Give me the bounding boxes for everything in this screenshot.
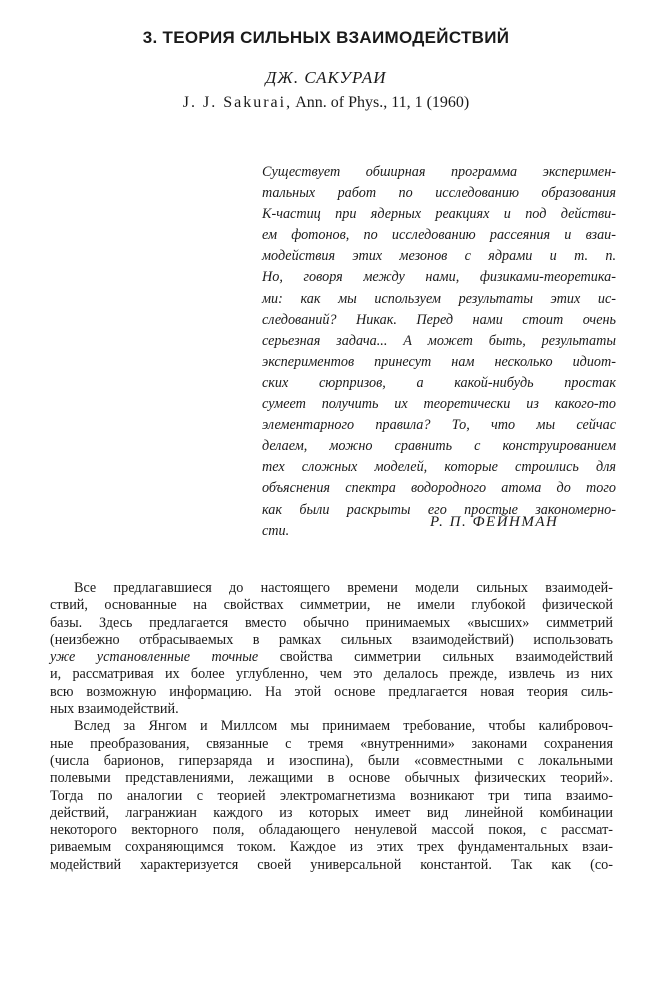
epigraph-line: объяснения спектра водородного атома до того — [262, 480, 616, 497]
body-text — [50, 580, 613, 874]
paragraph-line: некоторого векторного поля, обладающего ненулевой массой покоя, с рассмат- — [50, 822, 613, 839]
epigraph-line: Существует обширная программа эксперимен- — [262, 164, 616, 180]
epigraph-line: ми: как мы используем результаты этих ис- — [262, 290, 616, 307]
epigraph-line: экспериментов принесут нам несколько идиот- — [262, 353, 616, 370]
chapter-title: 3. ТЕОРИЯ СИЛЬНЫХ ВЗАИМОДЕЙСТВИЙ — [142, 28, 510, 47]
epigraph-author: Р. П. ФЕЙНМАН — [430, 514, 559, 530]
paragraph-line: ствий, основанные на свойствах симметрии, не имели глубокой физической — [50, 597, 613, 614]
paragraph-line — [50, 649, 613, 666]
citation-journal: Ann. of Phys., 11, 1 (1960) — [295, 94, 470, 111]
epigraph-line: серьезная задача... А может быть, результаты — [262, 332, 616, 349]
epigraph-line: делаем, можно сравнить с конструированием — [262, 438, 616, 455]
citation-author: J. J. Sakurai, — [182, 94, 293, 111]
paragraph-line: действий, лагранжиан каждого из которых имеет вид линейной комбинации — [50, 804, 613, 821]
paragraph-line: Вслед за Янгом и Миллсом мы принимаем требование, чтобы калибровоч- — [74, 718, 613, 735]
epigraph-quote — [262, 162, 616, 542]
epigraph-line: элементарного правила? То, что мы сейчас — [262, 417, 616, 434]
paragraph-line: риваемым сохраняющимся током. Каждое из этих трех фундаментальных взаи- — [50, 839, 613, 856]
emphasized-phrase: уже установленные точные — [50, 649, 259, 666]
citation-reference — [0, 94, 652, 112]
paragraph-line: и, рассматривая их более углубленно, чем это делалось прежде, извлечь из них — [50, 666, 613, 683]
paragraph-line: (неизбежно отбрасываемых в рамках сильных взаимодействий) использовать — [50, 631, 613, 648]
epigraph-line: сумеет получить их теоретически из какого-то — [262, 396, 616, 413]
epigraph-line: тех сложных моделей, которые строились для — [262, 459, 616, 476]
epigraph-line: K-частиц при ядерных реакциях и под действи- — [262, 206, 616, 223]
paragraph-line-rest: свойства симметрии сильных взаимодействий — [279, 649, 613, 666]
epigraph-line: Но, говоря между нами, физиками-теоретика- — [262, 269, 616, 286]
paragraph-line: ные преобразования, связанные с тремя «внутренними» законами сохранения — [50, 735, 613, 752]
paragraph-line: (числа барионов, гиперзаряда и изоспина), были «совместными с локальными — [50, 752, 613, 769]
paragraph-line: Тогда по аналогии с теорией электромагнетизма возникают три типа взаимо- — [50, 787, 613, 804]
paragraph-line: базы. Здесь предлагается вместо обычно принимаемых «высших» симметрий — [50, 614, 613, 631]
epigraph-line: модействия этих мезонов с ядрами и т. п. — [262, 248, 616, 265]
paragraph-line: модействий характеризуется своей универсальной константой. Так как (со- — [50, 856, 613, 873]
epigraph-line: тальных работ по исследованию образования — [262, 185, 616, 202]
paragraph-line: ных взаимодействий. — [50, 701, 179, 718]
paragraph-line: Все предлагавшиеся до настоящего времени модели сильных взаимодей- — [74, 580, 613, 596]
epigraph-line: ских сюрпризов, а какой-нибудь простак — [262, 374, 616, 391]
epigraph-line: сти. — [262, 522, 290, 539]
epigraph-line: как были раскрыты его простые закономерно- — [262, 501, 616, 518]
paragraph-line: всю возможную информацию. На этой основе предлагается новая теория силь- — [50, 683, 613, 700]
epigraph-line: следований? Никак. Перед нами стоит очень — [262, 311, 616, 328]
paragraph-line: полевыми представлениями, лежащими в основе обычных физических теорий». — [50, 770, 613, 787]
epigraph-line: ем фотонов, по исследованию рассеяния и взаи- — [262, 227, 616, 244]
article-author: ДЖ. САКУРАИ — [265, 68, 387, 87]
